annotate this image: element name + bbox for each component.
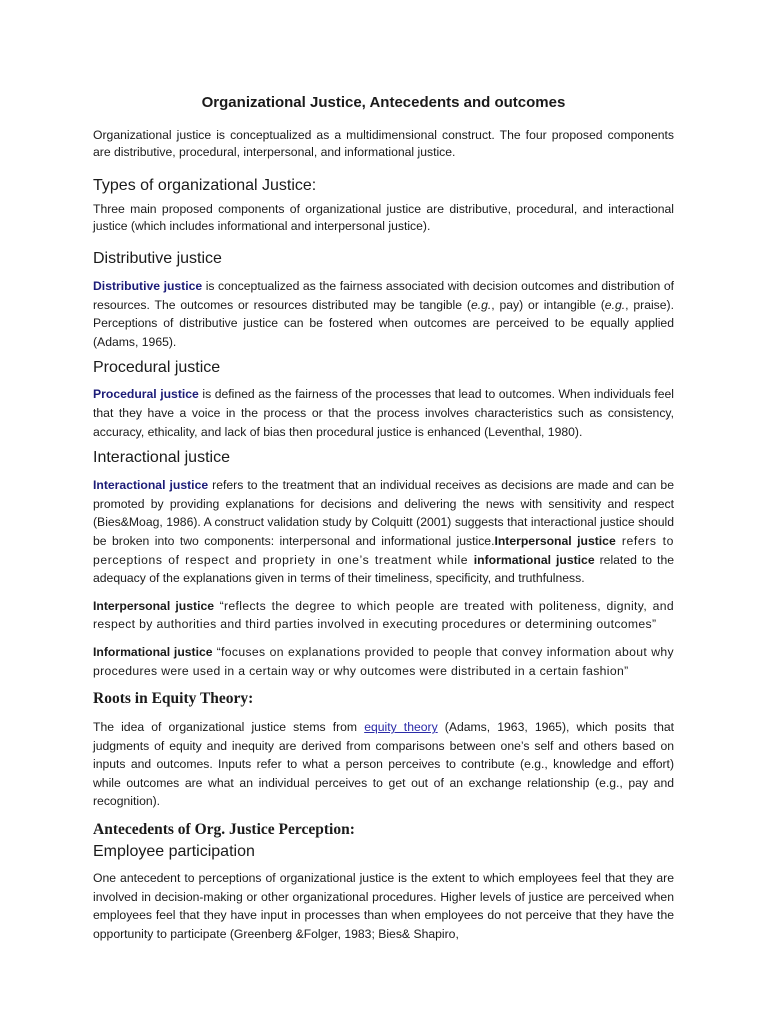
document-title: Organizational Justice, Antecedents and outcomes bbox=[201, 94, 566, 111]
procedural-paragraph bbox=[93, 385, 674, 441]
roots-heading: Roots in Equity Theory: bbox=[93, 690, 254, 708]
informational-def-term: Informational justice bbox=[93, 644, 213, 659]
interactional-text: refers to perceptions of respect and propriety in one’s treatment while bbox=[93, 533, 675, 567]
distributive-heading: Distributive justice bbox=[93, 250, 222, 267]
antecedents-heading: Antecedents of Org. Justice Perception: bbox=[93, 821, 355, 839]
interactional-text: refers to the treatment that an individual receives as decisions are made and can be promoted by providing explanations for decisions and delivering the news with sensitivity and respect (Bies&Moag, 1986). A construct validation study by Colquitt (2001) suggests that interactional justice should be broken into two components: interpersonal and informational justice. bbox=[93, 478, 674, 548]
distributive-text: is conceptualized as the fairness associated with decision outcomes and distribution of resources. The outcomes or resources distributed may be tangible ( bbox=[93, 279, 674, 312]
interactional-heading: Interactional justice bbox=[93, 449, 230, 467]
types-paragraph: Three main proposed components of organizational justice are distributive, procedural, and interactional justice (which includes informational and interpersonal justice). bbox=[93, 202, 674, 233]
roots-text: The idea of organizational justice stems from bbox=[93, 720, 365, 735]
procedural-term: Procedural justice bbox=[93, 387, 199, 402]
distributive-term: Distributive justice bbox=[93, 279, 203, 293]
roots-text: (Adams, 1963, 1965), which posits that judgments of equity and inequity are derived from comparisons between one’s self and others based on inputs and outcomes. Inputs refer to what a person perceives to contribute (e.g., knowledge and effort) while outcomes are what an individual perceives to get out of an exchange relationship (e.g., pay and recognition). bbox=[93, 720, 675, 809]
informational-quote: “focuses on explanations provided to people that convey information about why procedures were used in a certain way or why outcomes were distributed in a certain fashion” bbox=[93, 644, 674, 678]
interpersonal-def-term: Interpersonal justice bbox=[93, 598, 215, 613]
distributive-paragraph bbox=[93, 277, 674, 351]
informational-term: informational justice bbox=[473, 552, 595, 567]
interactional-paragraph bbox=[93, 476, 674, 588]
interpersonal-term: Interpersonal justice bbox=[494, 533, 616, 548]
procedural-text: is defined as the fairness of the processes that lead to outcomes. When individuals feel that they have a voice in the process or that the process involves characteristics such as consistency, accuracy, ethicality, and lack of bias then procedural justice is enhanced (Leventhal, 1980). bbox=[93, 387, 675, 439]
procedural-heading: Procedural justice bbox=[93, 359, 221, 377]
interactional-term: Interactional justice bbox=[93, 478, 209, 493]
types-heading: Types of organizational Justice: bbox=[93, 177, 317, 194]
distributive-text: , pay) or intangible ( bbox=[491, 297, 605, 312]
interpersonal-definition bbox=[93, 597, 674, 634]
eg-abbrev: e.g. bbox=[470, 297, 492, 312]
informational-definition bbox=[93, 643, 674, 680]
roots-paragraph bbox=[93, 718, 674, 811]
employee-participation-heading: Employee participation bbox=[93, 843, 255, 861]
eg-abbrev: e.g. bbox=[604, 297, 626, 312]
interactional-text: related to the adequacy of the explanations given in terms of their timeliness, specificity, and truthfulness. bbox=[93, 552, 674, 586]
interpersonal-quote: “reflects the degree to which people are treated with politeness, dignity, and respect by authorities and third parties involved in executing procedures or determining outcomes” bbox=[93, 598, 675, 632]
equity-theory-link[interactable]: equity theory bbox=[364, 720, 438, 735]
employee-participation-paragraph: One antecedent to perceptions of organizational justice is the extent to which employees feel that they are involved in decision-making or other organizational procedures. Higher levels of justice are perceived when employees feel that they have input in processes than when employees do not perceive that they have the opportunity to participate (Greenberg &Folger, 1983; Bies& Shapiro, bbox=[93, 871, 674, 941]
intro-paragraph: Organizational justice is conceptualized as a multidimensional construct. The four proposed components are distributive, procedural, interpersonal, and informational justice. bbox=[93, 128, 674, 159]
distributive-text: , praise). Perceptions of distributive justice can be fostered when outcomes are perceived to be equally applied (Adams, 1965). bbox=[93, 297, 674, 349]
